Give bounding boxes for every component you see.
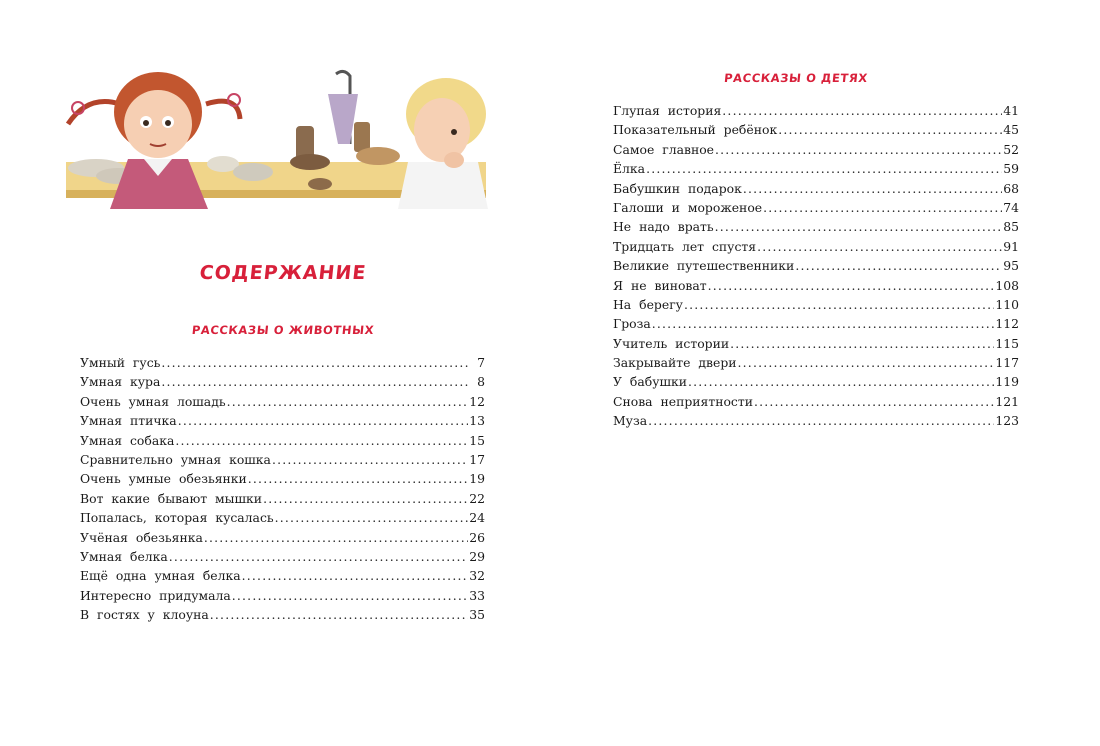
dot-leader [708, 276, 995, 295]
toc-entry[interactable] [80, 411, 485, 430]
entry-title: Ещё одна умная белка [80, 568, 241, 584]
dot-leader [730, 334, 994, 353]
entry-page-number: 8 [477, 374, 485, 390]
dot-leader [722, 101, 1002, 120]
entry-title: Не надо врать [613, 219, 714, 235]
entry-page-number: 32 [469, 568, 485, 584]
dot-leader [688, 372, 994, 391]
toc-entry[interactable] [613, 314, 1019, 333]
toc-entry[interactable] [613, 276, 1019, 295]
toc-entry[interactable] [613, 140, 1019, 159]
entry-title: Умная белка [80, 548, 168, 564]
boy-figure [398, 78, 488, 209]
toc-entry[interactable] [80, 489, 485, 508]
toc-entry[interactable] [80, 508, 485, 527]
shoe-icon [356, 147, 400, 165]
entry-page-number: 59 [1003, 161, 1019, 177]
toc-entry[interactable] [613, 295, 1019, 314]
entry-page-number: 7 [477, 355, 485, 370]
entry-title: Самое главное [613, 141, 715, 157]
toc-entry[interactable] [80, 605, 485, 624]
toc-entry[interactable] [80, 353, 485, 372]
entry-page-number: 52 [1003, 141, 1019, 157]
toc-entry[interactable] [80, 450, 485, 469]
toc-entry[interactable] [80, 586, 485, 605]
dot-leader [763, 198, 1002, 217]
entry-page-number: 24 [469, 510, 485, 526]
dot-leader [242, 566, 469, 585]
entry-page-number: 19 [469, 471, 485, 487]
toc-entry[interactable] [80, 431, 485, 450]
entry-page-number: 33 [469, 587, 485, 603]
dot-leader [161, 353, 470, 372]
entry-title: Показательный ребёнок [613, 122, 778, 138]
entry-page-number: 26 [469, 529, 485, 545]
entry-title: У бабушки [613, 374, 688, 390]
toc-entry[interactable] [80, 372, 485, 391]
entry-title: Вот какие бывают мышки [80, 490, 263, 506]
dot-leader [795, 256, 1002, 275]
entry-title: Тридцать лет спустя [613, 238, 757, 254]
entry-page-number: 91 [1003, 238, 1019, 254]
toc-entry[interactable] [80, 528, 485, 547]
entry-title: Умная собака [80, 432, 175, 448]
entry-title: На берегу [613, 296, 683, 312]
illustration-image [58, 64, 498, 214]
entry-page-number: 35 [469, 607, 485, 623]
section-title-children: РАССКАЗЫ О ДЕТЯХ [723, 71, 869, 85]
dot-leader [648, 411, 994, 430]
right-page [550, 0, 1100, 746]
toc-entry[interactable] [80, 566, 485, 585]
dot-leader [715, 140, 1002, 159]
entry-page-number: 74 [1003, 199, 1019, 215]
shoe-icon [233, 163, 273, 181]
toc-entry[interactable] [613, 411, 1019, 430]
entry-page-number: 108 [995, 277, 1019, 293]
boot-icon [354, 122, 370, 152]
entry-title: Интересно придумала [80, 587, 231, 603]
entry-title: Закрывайте двери [613, 355, 737, 371]
entry-title: Снова неприятности [613, 393, 753, 409]
entry-page-number: 68 [1003, 180, 1019, 196]
entry-page-number: 123 [995, 413, 1019, 429]
toc-entry[interactable] [80, 469, 485, 488]
toc-list-children [613, 101, 1019, 431]
entry-page-number: 15 [469, 432, 485, 448]
entry-title: Попалась, которая кусалась [80, 510, 274, 526]
entry-title: В гостях у клоуна [80, 607, 209, 623]
entry-title: Бабушкин подарок [613, 180, 742, 196]
toc-entry[interactable] [613, 392, 1019, 411]
dot-leader [754, 392, 994, 411]
entry-title: Учитель истории [613, 335, 730, 351]
children-shoes-illustration [58, 64, 498, 214]
dot-leader [272, 450, 468, 469]
entry-page-number: 29 [469, 548, 485, 564]
toc-entry[interactable] [613, 217, 1019, 236]
toc-entry[interactable] [80, 547, 485, 566]
dot-leader [684, 295, 994, 314]
entry-title: Очень умные обезьянки [80, 471, 247, 487]
toc-list-animals [80, 353, 485, 624]
entry-page-number: 41 [1003, 103, 1019, 118]
entry-title: Глупая история [613, 103, 722, 118]
entry-page-number: 17 [469, 451, 485, 467]
toc-entry[interactable] [613, 372, 1019, 391]
dot-leader [778, 120, 1002, 139]
entry-title: Гроза [613, 316, 651, 332]
dot-leader [204, 528, 468, 547]
entry-title: Великие путешественники [613, 258, 795, 274]
toc-entry[interactable] [613, 334, 1019, 353]
entry-title: Учёная обезьянка [80, 529, 203, 545]
dot-leader [757, 237, 1002, 256]
entry-page-number: 119 [995, 374, 1019, 390]
entry-title: Я не виноват [613, 277, 707, 293]
entry-title: Умный гусь [80, 355, 161, 370]
section-title-animals: РАССКАЗЫ О ЖИВОТНЫХ [191, 323, 375, 337]
entry-page-number: 45 [1003, 122, 1019, 138]
dot-leader [743, 179, 1002, 198]
entry-page-number: 95 [1003, 258, 1019, 274]
toc-entry[interactable] [613, 237, 1019, 256]
toc-entry[interactable] [613, 101, 1019, 120]
dot-leader [263, 489, 468, 508]
dot-leader [275, 508, 469, 527]
dot-leader [715, 217, 1003, 236]
entry-page-number: 115 [995, 335, 1019, 351]
dot-leader [652, 314, 995, 333]
entry-page-number: 12 [469, 393, 485, 409]
entry-title: Очень умная лошадь [80, 393, 226, 409]
toc-entry[interactable] [613, 179, 1019, 198]
entry-page-number: 22 [469, 490, 485, 506]
table-of-contents-heading: СОДЕРЖАНИЕ [198, 262, 368, 284]
entry-page-number: 121 [995, 393, 1019, 409]
dot-leader [248, 469, 468, 488]
dot-leader [161, 372, 470, 391]
entry-title: Умная птичка [80, 413, 177, 429]
entry-page-number: 110 [995, 296, 1019, 312]
entry-title: Умная кура [80, 374, 161, 390]
dot-leader [175, 431, 468, 450]
entry-title: Муза [613, 413, 648, 429]
entry-page-number: 117 [995, 355, 1019, 371]
entry-title: Ёлка [613, 161, 646, 177]
dot-leader [738, 353, 995, 372]
dot-leader [178, 411, 469, 430]
toc-entry[interactable] [613, 256, 1019, 275]
entry-title: Сравнительно умная кошка [80, 451, 271, 467]
toc-entry[interactable] [613, 159, 1019, 178]
dot-leader [169, 547, 468, 566]
toc-entry[interactable] [613, 353, 1019, 372]
dot-leader [232, 586, 468, 605]
dot-leader [227, 392, 469, 411]
dot-leader [646, 159, 1002, 178]
entry-page-number: 13 [469, 413, 485, 429]
entry-page-number: 112 [995, 316, 1019, 332]
entry-title: Галоши и мороженое [613, 199, 763, 215]
toc-entry[interactable] [80, 392, 485, 411]
toc-entry[interactable] [613, 120, 1019, 139]
dot-leader [210, 605, 468, 624]
toc-entry[interactable] [613, 198, 1019, 217]
entry-page-number: 85 [1003, 219, 1019, 235]
